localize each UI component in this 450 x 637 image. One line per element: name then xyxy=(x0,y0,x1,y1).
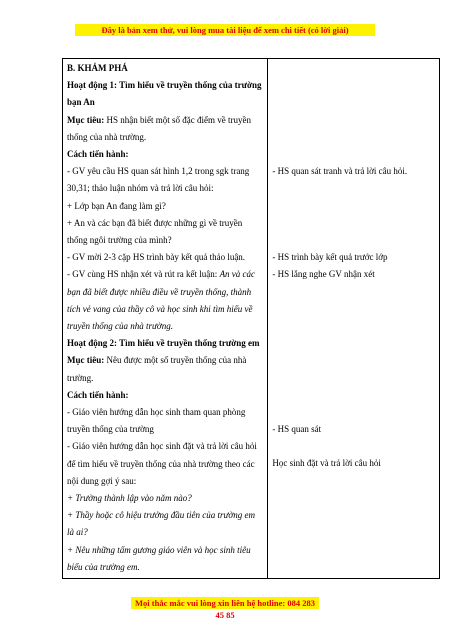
goal-label: Mục tiêu: xyxy=(67,355,105,366)
activity-2-method-heading: Cách tiến hành: xyxy=(67,389,129,400)
table-row xyxy=(63,59,440,579)
goal-text: Nêu được một số truyền thống của nhà trường. xyxy=(67,355,247,383)
activity-2-title: Hoạt động 2: Tìm hiểu về truyền thống trường em xyxy=(67,338,260,349)
activity-1-goal xyxy=(67,112,263,146)
hotline-footer-banner: Mọi thắc mắc vui lòng xin liên hệ hotline: 084 283 45 85 xyxy=(131,597,319,609)
student-response-4: - HS quan sát xyxy=(272,423,322,434)
activity-2-question-3: + Nêu những tấm gương giáo viên và học sinh tiêu biểu của trường em. xyxy=(67,544,251,572)
activity-1-step-2: - GV mời 2-3 cặp HS trình bày kết quả thảo luận. xyxy=(67,252,246,263)
goal-text: HS nhận biết một số đặc điểm về truyền thống của nhà trường. xyxy=(67,114,251,142)
lesson-plan-table xyxy=(62,58,440,579)
activity-1-method-heading: Cách tiến hành: xyxy=(67,149,129,160)
activity-1-question-1: + Lớp bạn An đang làm gì? xyxy=(67,200,166,211)
student-response-3: - HS lắng nghe GV nhận xét xyxy=(272,269,375,280)
conclusion-lead: - GV cùng HS nhận xét và rút ra kết luận: xyxy=(67,269,220,280)
section-title: B. KHÁM PHÁ xyxy=(67,63,128,73)
activity-2-question-1: + Trường thành lập vào năm nào? xyxy=(67,493,192,504)
activity-1-step-3 xyxy=(67,266,263,335)
activity-1-title: Hoạt động 1: Tìm hiểu về truyền thống của trường bạn An xyxy=(67,80,262,108)
activity-2-goal xyxy=(67,352,263,386)
student-response-1: - HS quan sát tranh và trả lời câu hỏi. xyxy=(272,166,408,177)
teacher-activities-cell xyxy=(63,59,268,579)
student-activities-cell xyxy=(268,59,440,579)
activity-1-step-1: - GV yêu cầu HS quan sát hình 1,2 trong sgk trang 30,31; thảo luận nhóm và trả lời câu hỏi: xyxy=(67,166,250,194)
conclusion-text: An và các bạn đã biết được nhiều điều về truyền thống, thành tích vẻ vang của thầy cô và học sinh khi tìm hiểu về truyền thống của nhà trường. xyxy=(67,269,256,332)
activity-2-question-2: + Thầy hoặc cô hiệu trưởng đầu tiên của trường em là ai? xyxy=(67,510,255,538)
activity-1-question-2: + An và các bạn đã biết được những gì về truyền thống ngôi trường của mình? xyxy=(67,217,243,246)
preview-notice-banner: Đây là bản xem thử, vui lòng mua tài liệu để xem chi tiết (có lời giải) xyxy=(75,24,375,36)
student-response-5: Học sinh đặt và trả lời câu hỏi xyxy=(272,458,381,469)
goal-label: Mục tiêu: xyxy=(67,114,105,125)
activity-2-step-1: - Giáo viên hướng dẫn học sinh tham quan phòng truyền thống của trường xyxy=(67,407,246,435)
student-response-2: - HS trình bày kết quả trước lớp xyxy=(272,252,388,263)
activity-2-step-2: - Giáo viên hướng dẫn học sinh đặt và trả lời câu hỏi để tìm hiểu về truyền thống của nhà trường theo các nội dung gợi ý sau: xyxy=(67,441,257,486)
